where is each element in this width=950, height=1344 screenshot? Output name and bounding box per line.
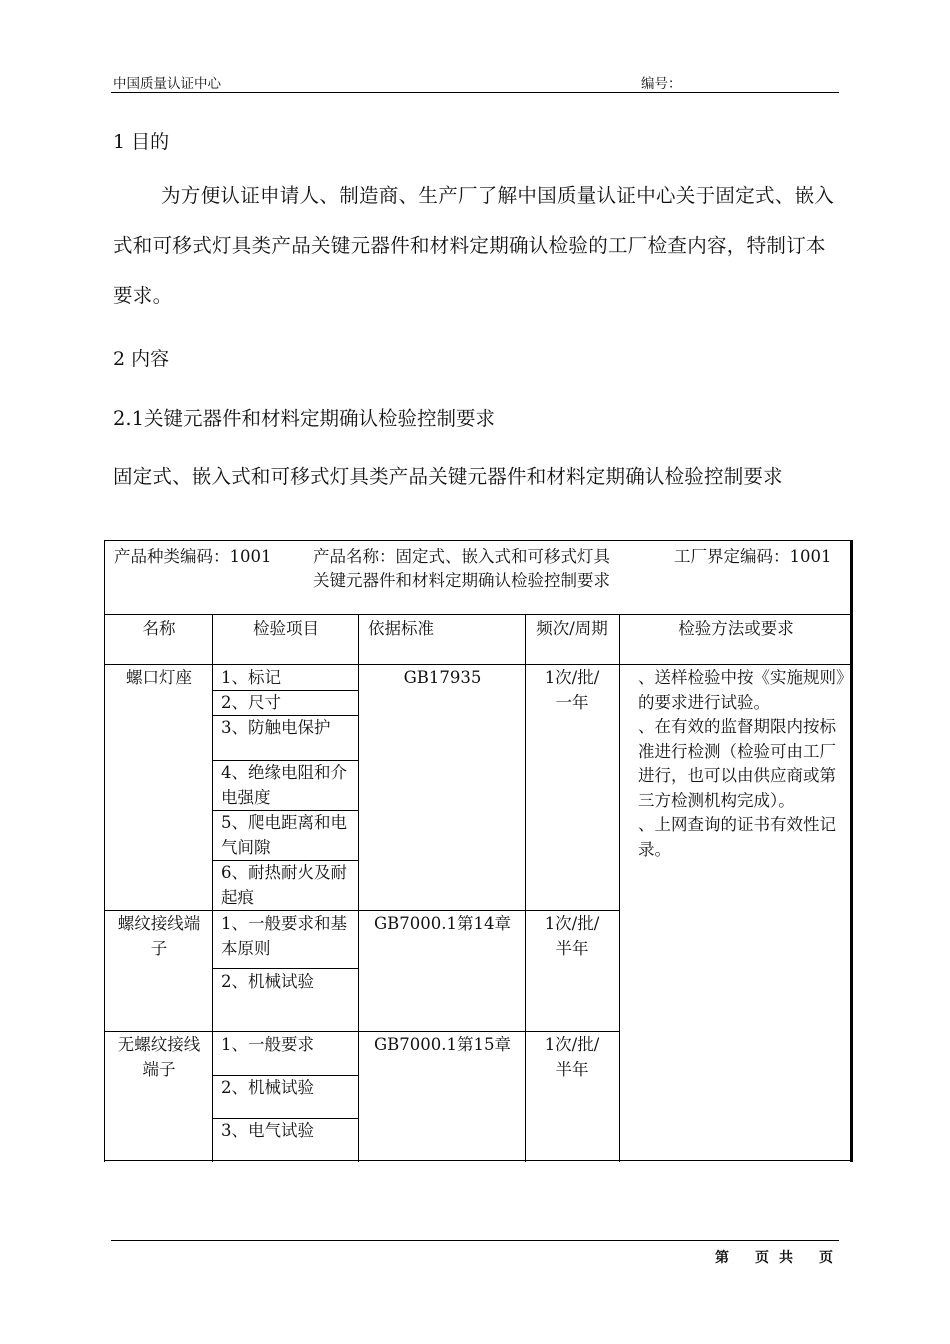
factory-code: 工厂界定编码：1001 [674,547,832,566]
inspection-item: 3、电气试验 [221,1121,314,1140]
section-1-heading: 1 目的 [113,131,170,153]
product-name: 产品名称：固定式、嵌入式和可移式灯具 [313,547,610,566]
header-standard: 依据标准 [368,619,434,638]
inspection-item: 4、绝缘电阻和介电强度 [221,763,347,807]
inspection-item: 1、一般要求和基本原则 [221,914,347,958]
inspection-control-table [104,540,853,1162]
frequency: 1次/批/半年 [544,914,600,958]
frequency: 1次/批/半年 [544,1035,600,1079]
table-title-line2: 关键元器件和材料定期确认检验控制要求 [313,571,610,590]
page-label-gong: 共 [779,1250,793,1266]
page-header [111,70,839,93]
method-item: 、上网查询的证书有效性记录。 [638,815,836,859]
page-footer [111,1240,839,1266]
header-frequency: 频次/周期 [536,619,608,638]
inspection-item: 5、爬电距离和电气间隙 [221,813,347,857]
organization-name: 中国质量认证中心 [113,76,221,92]
component-name: 螺口灯座 [126,668,192,687]
inspection-item: 1、一般要求 [221,1035,314,1054]
page-label-ye: 页 [755,1250,769,1266]
standard: GB17935 [403,668,482,687]
component-name: 螺纹接线端子 [117,914,201,958]
inspection-item: 2、尺寸 [221,693,281,712]
method-item: 、在有效的监督期限内按标准进行检测（检验可由工厂进行，也可以由供应商或第三方检测机构完成）。 [638,717,836,810]
header-name: 名称 [142,619,176,638]
page-label-ye-total: 页 [819,1250,833,1266]
header-items: 检验项目 [253,619,319,638]
section-1-paragraph [113,171,839,321]
inspection-item: 3、防触电保护 [221,718,331,737]
product-category-code: 产品种类编码：1001 [114,547,272,566]
inspection-item: 2、机械试验 [221,1078,314,1097]
inspection-item: 2、机械试验 [221,972,314,991]
standard: GB7000.1第14章 [373,914,512,933]
page-label-di: 第 [715,1250,729,1266]
frequency: 1次/批/一年 [544,668,600,712]
table-caption: 固定式、嵌入式和可移式灯具类产品关键元器件和材料定期确认检验控制要求 [113,465,783,488]
method-item: 、送样检验中按《实施规则》的要求进行试验。 [638,668,845,712]
header-method: 检验方法或要求 [678,619,794,638]
purpose-text: 为方便认证申请人、制造商、生产厂了解中国质量认证中心关于固定式、嵌入式和可移式灯具类产品关键元器件和材料定期确认检验的工厂检查内容，特制订本要求。 [113,184,835,307]
section-2-heading: 2 内容 [113,348,170,370]
component-name: 无螺纹接线端子 [117,1035,201,1079]
page-counter [715,1247,833,1267]
document-number-label: 编号： [641,76,682,92]
inspection-item: 1、标记 [221,668,281,687]
method-text [628,666,846,862]
inspection-item: 6、耐热耐火及耐起痕 [221,863,347,907]
section-2-1-heading: 2.1关键元器件和材料定期确认检验控制要求 [113,407,496,430]
standard: GB7000.1第15章 [373,1035,512,1054]
